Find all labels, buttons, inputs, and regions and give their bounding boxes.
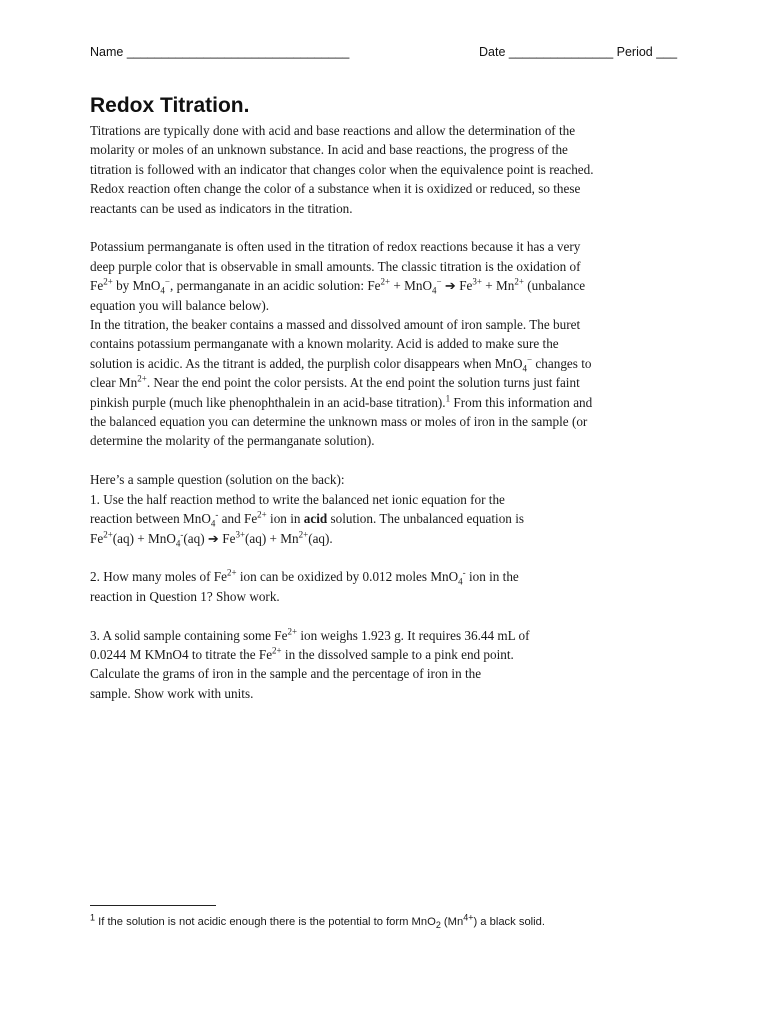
text-run: in the dissolved sample to a pink end point. — [281, 646, 514, 662]
question-3-line — [90, 645, 678, 664]
text-run: , permanganate in an acidic solution: Fe — [169, 278, 381, 294]
superscript: 3+ — [472, 276, 482, 287]
superscript: − — [527, 354, 533, 365]
superscript: - — [215, 509, 219, 520]
subscript: 2 — [435, 920, 441, 931]
superscript: − — [436, 276, 442, 287]
date-period-field-label: Date _______________ Period ___ — [479, 45, 678, 59]
subscript: 4 — [522, 363, 528, 374]
question-3-line — [90, 626, 678, 645]
permanganate-paragraph — [90, 237, 678, 315]
superscript: 2+ — [380, 276, 391, 287]
subscript: 4 — [210, 518, 216, 529]
worksheet-header — [90, 45, 680, 65]
text-run: Fe — [90, 530, 104, 546]
text-run: 0.0244 M KMnO4 to titrate the Fe — [90, 646, 273, 662]
superscript: 2+ — [257, 509, 267, 520]
text-run: Fe — [90, 278, 104, 294]
superscript: - — [462, 567, 466, 578]
intro-paragraph — [90, 121, 678, 218]
text-run: changes to — [532, 355, 592, 371]
text-run: . Near the end point the color persists. At the end point the solution turns just faint — [146, 375, 580, 391]
sample-intro: Here’s a sample question (solution on the back): — [90, 472, 345, 488]
text-run: 3. A solid sample containing some Fe — [90, 627, 288, 643]
paragraph-gap — [90, 218, 678, 237]
text-run: by MnO — [112, 278, 161, 294]
text-run: If the solution is not acidic enough there is the potential to form MnO — [95, 916, 436, 928]
question-2 — [90, 567, 678, 606]
procedure-paragraph — [90, 315, 678, 451]
superscript: 2+ — [137, 373, 147, 384]
superscript: 2+ — [103, 529, 113, 540]
superscript: - — [180, 529, 184, 540]
text-line: equation you will balance below). — [90, 297, 270, 313]
question-2-line: reaction in Question 1? Show work. — [90, 588, 280, 604]
question-1-line: 1. Use the half reaction method to write the balanced net ionic equation for the — [90, 491, 505, 507]
intro-line: reactants can be used as indicators in the titration. — [90, 200, 353, 216]
question-3-line: Calculate the grams of iron in the sample and the percentage of iron in the — [90, 666, 482, 682]
paragraph-gap — [90, 606, 678, 625]
superscript: 4+ — [463, 912, 474, 923]
superscript: 2+ — [272, 645, 282, 656]
superscript: 2+ — [287, 626, 298, 637]
text-run: 2. How many moles of Fe — [90, 569, 227, 585]
text-run: pinkish purple (much like phenophthalein in an acid-base titration). — [90, 394, 446, 410]
name-field-label: Name ________________________________ — [90, 45, 350, 59]
subscript: 4 — [160, 285, 165, 296]
page-title: Redox Titration. — [90, 94, 250, 117]
text-run: reaction between MnO — [90, 511, 211, 527]
intro-line: molarity or moles of an unknown substance. In acid and base reactions, the progress of the — [90, 142, 568, 158]
text-run: (aq) + Mn — [245, 530, 299, 546]
question-2-line — [90, 567, 678, 586]
text-run: ) a black solid. — [473, 916, 545, 928]
text-line: deep purple color that is observable in small amounts. The classic titration is the oxidation of — [90, 258, 581, 274]
question-3 — [90, 626, 678, 704]
superscript: 3+ — [235, 529, 246, 540]
intro-line: Redox reaction often change the color of a substance when it is oxidized or reduced, so these — [90, 181, 581, 197]
text-line — [90, 354, 678, 373]
text-line — [90, 373, 678, 392]
text-run: (unbalance — [523, 278, 586, 294]
text-run: and Fe — [218, 511, 258, 527]
text-run: ion in the — [465, 569, 519, 585]
text-run: ion in — [266, 511, 304, 527]
superscript: − — [164, 276, 170, 287]
footnote-mark: 1 — [90, 912, 96, 923]
superscript: 2+ — [103, 276, 113, 287]
question-1-line — [90, 509, 678, 528]
text-run: solution. The unbalanced equation is — [327, 511, 524, 527]
text-run: From this information and — [450, 394, 593, 410]
text-run: ➔ Fe — [441, 278, 473, 294]
text-line — [90, 393, 678, 412]
intro-line: Titrations are typically done with acid and base reactions and allow the determination of the — [90, 123, 576, 138]
superscript: 2+ — [298, 529, 309, 540]
sample-question-section — [90, 470, 678, 548]
superscript: 2+ — [514, 276, 524, 287]
text-run: + Mn — [482, 278, 515, 294]
subscript: 4 — [175, 538, 181, 549]
subscript: 4 — [458, 576, 463, 587]
text-line: the balanced equation you can determine the unknown mass or moles of iron in the sample (or — [90, 414, 588, 430]
text-run: clear Mn — [90, 375, 138, 391]
footnote-reference: 1 — [445, 393, 451, 404]
unbalanced-equation — [90, 529, 678, 548]
intro-line: titration is followed with an indicator that changes color when the equivalence point is reached. — [90, 161, 594, 177]
text-run: (aq) ➔ Fe — [183, 530, 236, 546]
paragraph-gap — [90, 548, 678, 567]
text-run: ion can be oxidized by 0.012 moles MnO — [236, 569, 459, 585]
reaction-line — [90, 276, 678, 295]
text-run: + MnO — [390, 278, 432, 294]
paragraph-gap — [90, 451, 678, 470]
text-run: (Mn — [440, 916, 464, 928]
text-line: determine the molarity of the permanganate solution). — [90, 433, 375, 449]
text-run: solution is acidic. As the titrant is added, the purplish color disappears when MnO — [90, 355, 523, 371]
footnote — [90, 912, 690, 931]
subscript: 4 — [432, 285, 437, 296]
bold-text: acid — [303, 511, 328, 527]
question-3-line: sample. Show work with units. — [90, 685, 254, 701]
footnote-divider — [90, 905, 216, 906]
text-run: ion weighs 1.923 g. It requires 36.44 mL of — [297, 627, 530, 643]
text-line: Potassium permanganate is often used in the titration of redox reactions because it has a very — [90, 239, 581, 255]
text-run: (aq). — [308, 530, 333, 546]
text-run: (aq) + MnO — [112, 530, 176, 546]
document-body — [90, 121, 678, 703]
superscript: 2+ — [227, 567, 237, 578]
text-line: contains potassium permanganate with a known molarity. Acid is added to make sure the — [90, 336, 559, 352]
text-line: In the titration, the beaker contains a massed and dissolved amount of iron sample. The buret — [90, 317, 581, 333]
